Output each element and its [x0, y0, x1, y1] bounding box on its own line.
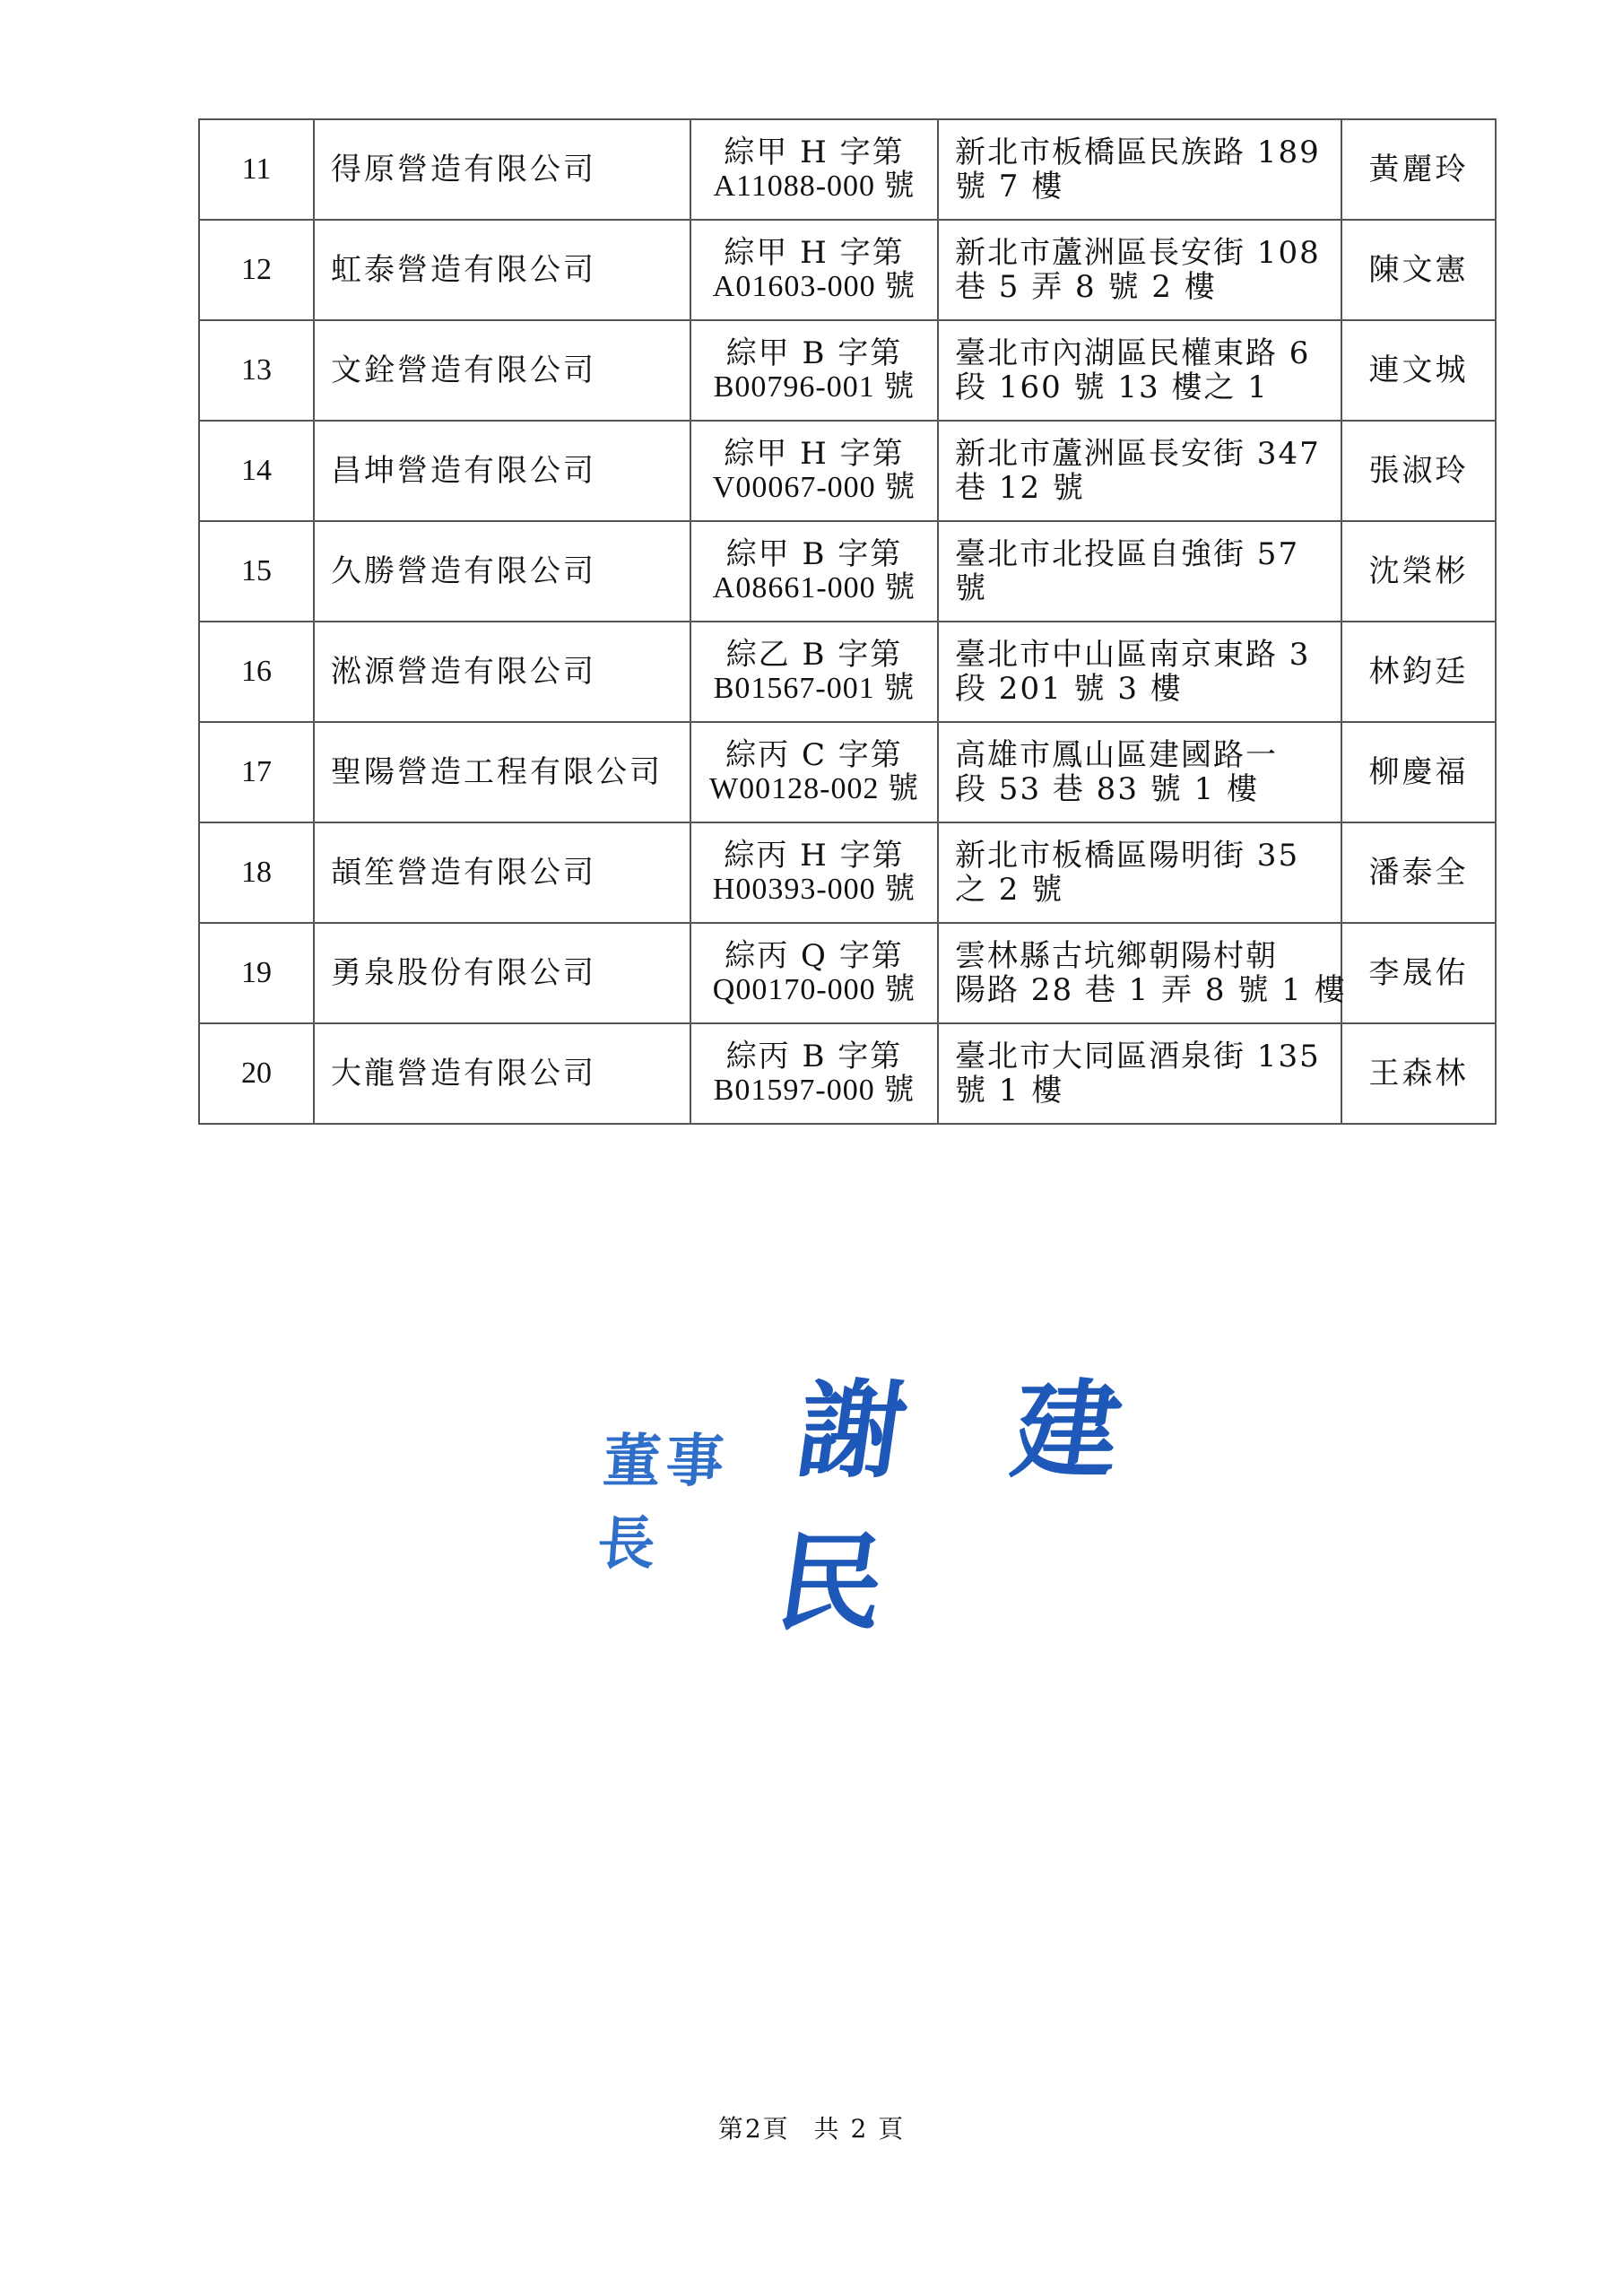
license-line-2: B01567-001 號 [713, 672, 916, 705]
representative [1341, 1023, 1496, 1124]
table-body [199, 119, 1496, 1124]
license-line-2: W00128-002 號 [709, 772, 919, 805]
row-index-text: 13 [241, 353, 272, 387]
representative [1341, 722, 1496, 822]
license-line-2: H00393-000 號 [712, 873, 916, 906]
license-line-1: 綜甲 H 字第 [724, 235, 905, 271]
license-line-2: A11088-000 號 [713, 170, 916, 203]
company-name [314, 722, 690, 822]
company-name-text: 文銓營造有限公司 [331, 352, 596, 388]
license-line-2: A08661-000 號 [712, 571, 916, 604]
row-index [199, 521, 314, 622]
address-line-2: 號 7 樓 [955, 169, 1064, 204]
license-line-1: 綜乙 B 字第 [725, 637, 903, 673]
company-name-text: 久勝營造有限公司 [331, 553, 596, 589]
license-line-1: 綜丙 B 字第 [725, 1039, 903, 1074]
row-index [199, 220, 314, 320]
address-line-1: 高雄市鳳山區建國路一 [955, 737, 1278, 773]
address-line-1: 臺北市大同區酒泉街 135 [955, 1039, 1321, 1074]
address [938, 722, 1341, 822]
signature-block [595, 1368, 1282, 1645]
license-number [690, 521, 938, 622]
license-line-2: A01603-000 號 [712, 270, 916, 303]
address-line-1: 新北市板橋區民族路 189 [955, 135, 1321, 170]
row-index-text: 18 [241, 856, 272, 889]
representative [1341, 923, 1496, 1023]
address-line-2: 巷 5 弄 8 號 2 樓 [955, 269, 1217, 305]
address [938, 923, 1347, 1023]
representative-text: 連文城 [1368, 352, 1469, 388]
company-name-text: 勇泉股份有限公司 [331, 955, 596, 991]
company-name-text: 昌坤營造有限公司 [331, 453, 596, 489]
representative [1341, 622, 1496, 722]
license-number [690, 320, 938, 421]
signature-title: 董事長 [595, 1428, 732, 1578]
address [938, 521, 1341, 622]
address-line-2: 號 [955, 570, 987, 606]
table-row [199, 722, 1496, 822]
page-current: 第2頁 [717, 2114, 790, 2144]
address-line-2: 段 160 號 13 樓之 1 [955, 370, 1269, 405]
representative-text: 張淑玲 [1368, 453, 1469, 489]
address-line-1: 臺北市中山區南京東路 3 [955, 637, 1311, 673]
table-row [199, 220, 1496, 320]
license-number [690, 722, 938, 822]
company-name [314, 521, 690, 622]
page-total: 共 2 頁 [813, 2114, 906, 2144]
row-index-text: 20 [241, 1057, 272, 1090]
table-row [199, 421, 1496, 521]
address [938, 1023, 1341, 1124]
company-name-text: 頡笙營造有限公司 [331, 855, 596, 891]
license-number [690, 923, 938, 1023]
row-index-text: 15 [241, 554, 272, 587]
address-line-1: 雲林縣古坑鄉朝陽村朝 [955, 938, 1278, 974]
table-row [199, 320, 1496, 421]
row-index [199, 1023, 314, 1124]
address-line-1: 臺北市內湖區民權東路 6 [955, 335, 1311, 371]
company-name [314, 1023, 690, 1124]
address-line-2: 陽路 28 巷 1 弄 8 號 1 樓 [955, 972, 1347, 1008]
company-name [314, 320, 690, 421]
company-name-text: 聖陽營造工程有限公司 [331, 754, 663, 790]
license-line-1: 綜甲 B 字第 [725, 335, 903, 371]
address-line-2: 巷 12 號 [955, 470, 1085, 506]
license-line-2: Q00170-000 號 [712, 973, 916, 1006]
row-index [199, 421, 314, 521]
company-name [314, 220, 690, 320]
address-line-1: 臺北市北投區自強街 57 [955, 536, 1300, 572]
row-index [199, 722, 314, 822]
address [938, 421, 1341, 521]
row-index-text: 16 [241, 655, 272, 688]
table-row [199, 622, 1496, 722]
license-number [690, 119, 938, 220]
address [938, 220, 1341, 320]
representative-text: 林鈞廷 [1368, 654, 1469, 690]
company-name [314, 119, 690, 220]
signature-name: 謝 建 民 [769, 1368, 1165, 1645]
address [938, 822, 1341, 923]
representative-text: 王森林 [1368, 1056, 1469, 1091]
company-name-text: 虹泰營造有限公司 [331, 252, 596, 288]
address-line-2: 段 53 巷 83 號 1 樓 [955, 771, 1260, 807]
representative-text: 黃麗玲 [1368, 152, 1469, 187]
contractor-table [198, 118, 1497, 1125]
representative [1341, 421, 1496, 521]
license-number [690, 822, 938, 923]
representative [1341, 320, 1496, 421]
table-row [199, 822, 1496, 923]
license-line-2: V00067-000 號 [712, 471, 916, 504]
table-row [199, 923, 1496, 1023]
table-row [199, 1023, 1496, 1124]
representative [1341, 220, 1496, 320]
row-index-text: 14 [241, 454, 272, 487]
page-footer [0, 2109, 1623, 2145]
license-line-1: 綜丙 Q 字第 [725, 938, 904, 974]
representative [1341, 822, 1496, 923]
representative-text: 柳慶福 [1368, 754, 1469, 790]
license-line-1: 綜丙 C 字第 [725, 737, 903, 773]
license-line-1: 綜甲 B 字第 [725, 536, 903, 572]
representative-text: 潘泰全 [1368, 855, 1469, 891]
license-line-2: B01597-000 號 [713, 1074, 916, 1107]
address [938, 119, 1341, 220]
representative-text: 李晟佑 [1368, 955, 1469, 991]
representative [1341, 119, 1496, 220]
license-line-1: 綜丙 H 字第 [724, 838, 905, 874]
license-number [690, 220, 938, 320]
address-line-1: 新北市板橋區陽明街 35 [955, 838, 1300, 874]
license-number [690, 1023, 938, 1124]
company-name [314, 421, 690, 521]
representative-text: 陳文憲 [1368, 252, 1469, 288]
table-row [199, 119, 1496, 220]
row-index [199, 320, 314, 421]
license-number [690, 622, 938, 722]
row-index-text: 12 [241, 253, 272, 286]
license-line-1: 綜甲 H 字第 [724, 436, 905, 472]
company-name-text: 淞源營造有限公司 [331, 654, 596, 690]
license-line-1: 綜甲 H 字第 [724, 135, 905, 170]
row-index-text: 11 [241, 152, 272, 186]
row-index-text: 17 [241, 755, 272, 788]
address-line-1: 新北市蘆洲區長安街 347 [955, 436, 1321, 472]
company-name-text: 得原營造有限公司 [331, 152, 596, 187]
address-line-1: 新北市蘆洲區長安街 108 [955, 235, 1321, 271]
company-name-text: 大龍營造有限公司 [331, 1056, 596, 1091]
row-index-text: 19 [241, 956, 272, 989]
address-line-2: 號 1 樓 [955, 1073, 1064, 1109]
row-index [199, 923, 314, 1023]
company-name [314, 622, 690, 722]
row-index [199, 119, 314, 220]
table-row [199, 521, 1496, 622]
representative [1341, 521, 1496, 622]
address [938, 622, 1341, 722]
license-number [690, 421, 938, 521]
representative-text: 沈榮彬 [1368, 553, 1469, 589]
row-index [199, 622, 314, 722]
license-line-2: B00796-001 號 [713, 370, 916, 404]
address-line-2: 之 2 號 [955, 872, 1064, 908]
address-line-2: 段 201 號 3 樓 [955, 671, 1183, 707]
row-index [199, 822, 314, 923]
address [938, 320, 1341, 421]
company-name [314, 923, 690, 1023]
company-name [314, 822, 690, 923]
